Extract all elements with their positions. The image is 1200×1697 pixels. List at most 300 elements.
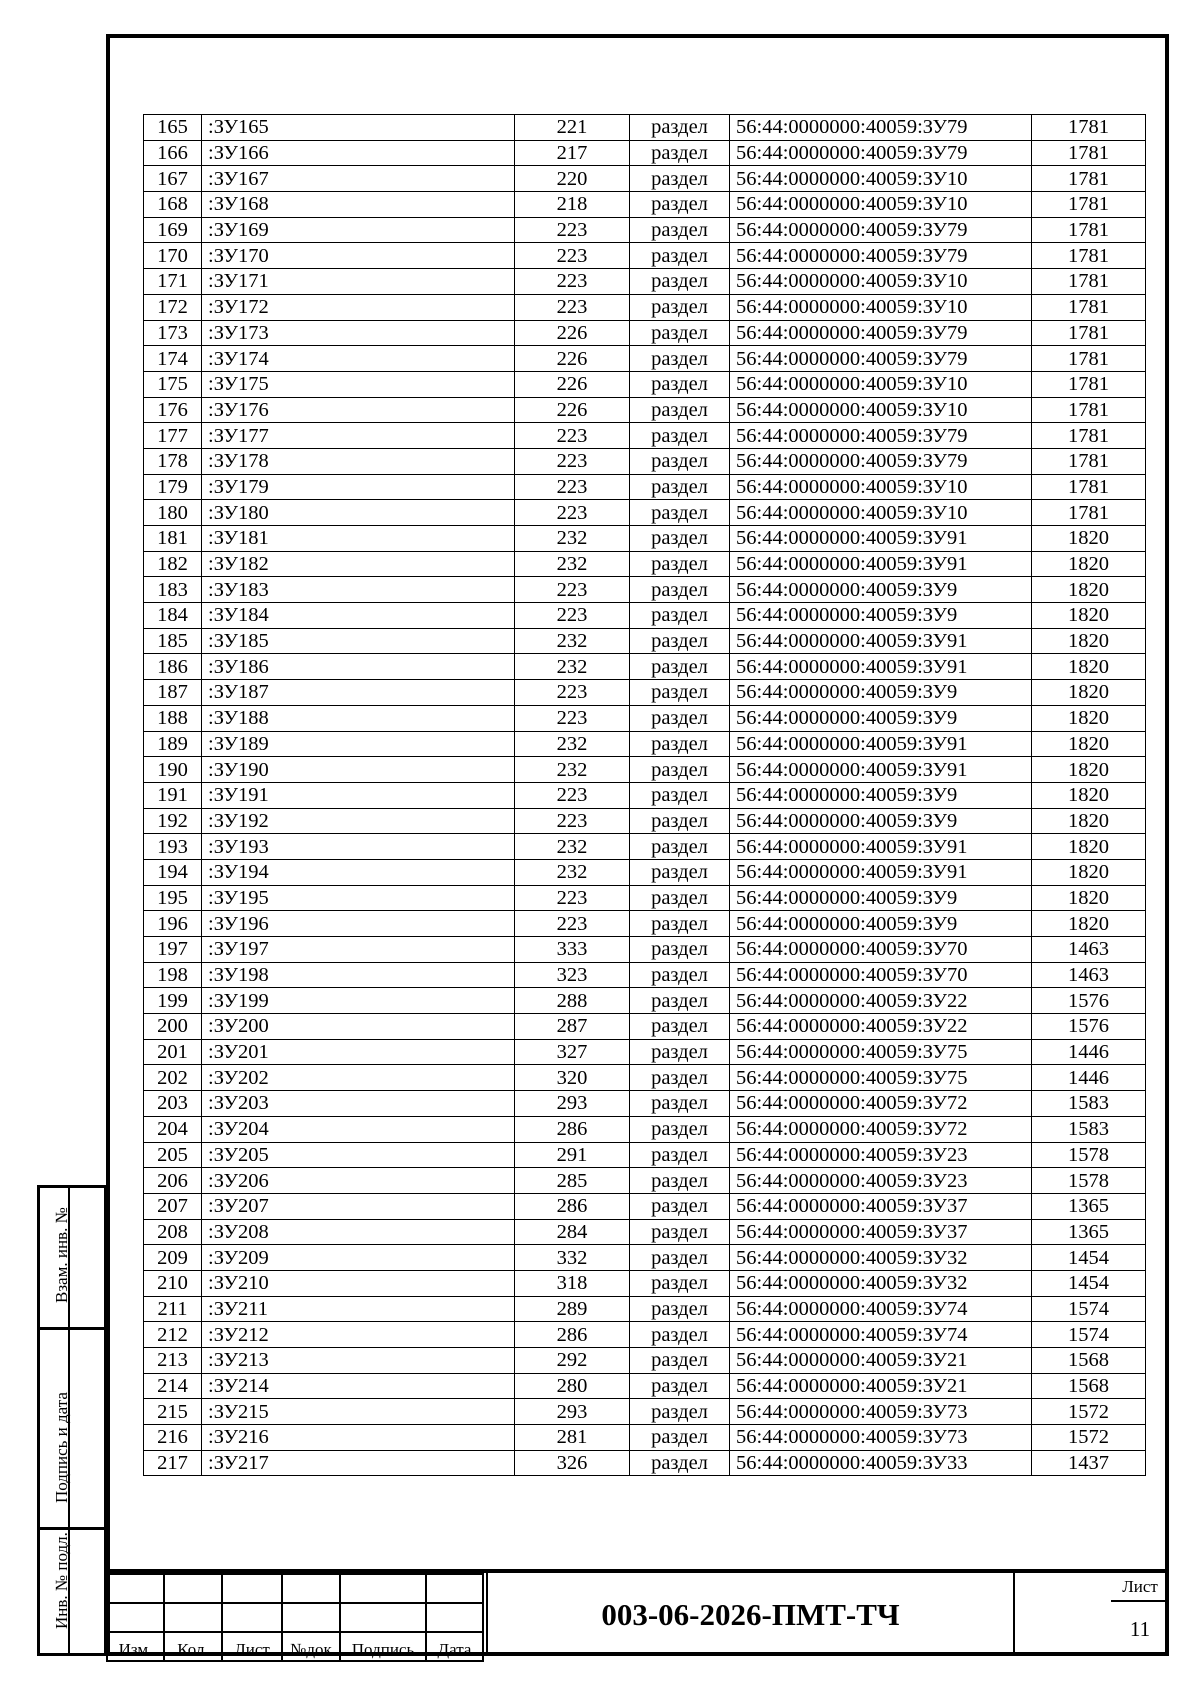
cadastral-number-cell: 56:44:0000000:40059:ЗУ21 [730, 1373, 1032, 1399]
row-number-cell: 171 [144, 269, 202, 295]
area-cell: 223 [515, 294, 630, 320]
table-row [144, 937, 1146, 963]
cadastral-number-cell: 56:44:0000000:40059:ЗУ91 [730, 551, 1032, 577]
value-cell: 1820 [1032, 551, 1146, 577]
method-cell: раздел [630, 140, 730, 166]
table-row [144, 140, 1146, 166]
row-number-cell: 176 [144, 397, 202, 423]
table-row [144, 1322, 1146, 1348]
cadastral-number-cell: 56:44:0000000:40059:ЗУ9 [730, 808, 1032, 834]
table-row [144, 474, 1146, 500]
value-cell: 1572 [1032, 1425, 1146, 1451]
area-cell: 223 [515, 423, 630, 449]
col-label-signature: Подпись [340, 1632, 426, 1661]
plot-id-cell: :ЗУ192 [202, 808, 515, 834]
row-number-cell: 194 [144, 859, 202, 885]
area-cell: 226 [515, 397, 630, 423]
plot-id-cell: :ЗУ186 [202, 654, 515, 680]
sidebar-label-signature-date: Подпись и дата [52, 1392, 71, 1503]
row-number-cell: 195 [144, 885, 202, 911]
method-cell: раздел [630, 937, 730, 963]
row-number-cell: 196 [144, 911, 202, 937]
method-cell: раздел [630, 1193, 730, 1219]
cadastral-number-cell: 56:44:0000000:40059:ЗУ72 [730, 1116, 1032, 1142]
sheet-label: Лист [1111, 1573, 1169, 1602]
method-cell: раздел [630, 834, 730, 860]
value-cell: 1781 [1032, 192, 1146, 218]
table-row [144, 1245, 1146, 1271]
plot-id-cell: :ЗУ205 [202, 1142, 515, 1168]
cadastral-number-cell: 56:44:0000000:40059:ЗУ79 [730, 217, 1032, 243]
method-cell: раздел [630, 526, 730, 552]
cadastral-number-cell: 56:44:0000000:40059:ЗУ91 [730, 757, 1032, 783]
table-row [144, 577, 1146, 603]
cadastral-number-cell: 56:44:0000000:40059:ЗУ70 [730, 937, 1032, 963]
value-cell: 1820 [1032, 680, 1146, 706]
value-cell: 1576 [1032, 1014, 1146, 1040]
table-row [144, 1168, 1146, 1194]
cadastral-number-cell: 56:44:0000000:40059:ЗУ73 [730, 1399, 1032, 1425]
col-label-qty: Кол. [164, 1632, 222, 1661]
value-cell: 1781 [1032, 217, 1146, 243]
table-row [144, 885, 1146, 911]
table-row [144, 115, 1146, 141]
area-cell: 220 [515, 166, 630, 192]
cadastral-number-cell: 56:44:0000000:40059:ЗУ79 [730, 115, 1032, 141]
area-cell: 293 [515, 1399, 630, 1425]
value-cell: 1820 [1032, 757, 1146, 783]
row-number-cell: 172 [144, 294, 202, 320]
method-cell: раздел [630, 448, 730, 474]
value-cell: 1454 [1032, 1270, 1146, 1296]
method-cell: раздел [630, 1296, 730, 1322]
method-cell: раздел [630, 1219, 730, 1245]
table-row [144, 834, 1146, 860]
value-cell: 1454 [1032, 1245, 1146, 1271]
area-cell: 223 [515, 448, 630, 474]
plot-id-cell: :ЗУ175 [202, 371, 515, 397]
value-cell: 1446 [1032, 1039, 1146, 1065]
land-plots-table [143, 114, 1146, 1476]
method-cell: раздел [630, 1039, 730, 1065]
value-cell: 1781 [1032, 397, 1146, 423]
cadastral-number-cell: 56:44:0000000:40059:ЗУ79 [730, 423, 1032, 449]
plot-id-cell: :ЗУ167 [202, 166, 515, 192]
method-cell: раздел [630, 1116, 730, 1142]
document-code: 003-06-2026-ПМТ-ТЧ [486, 1573, 1015, 1656]
method-cell: раздел [630, 192, 730, 218]
plot-id-cell: :ЗУ196 [202, 911, 515, 937]
table-body [144, 115, 1146, 1476]
value-cell: 1820 [1032, 603, 1146, 629]
plot-id-cell: :ЗУ212 [202, 1322, 515, 1348]
row-number-cell: 190 [144, 757, 202, 783]
method-cell: раздел [630, 166, 730, 192]
value-cell: 1574 [1032, 1322, 1146, 1348]
method-cell: раздел [630, 628, 730, 654]
method-cell: раздел [630, 705, 730, 731]
area-cell: 287 [515, 1014, 630, 1040]
area-cell: 293 [515, 1091, 630, 1117]
row-number-cell: 175 [144, 371, 202, 397]
table-row [144, 808, 1146, 834]
table-row [144, 166, 1146, 192]
method-cell: раздел [630, 423, 730, 449]
area-cell: 280 [515, 1373, 630, 1399]
col-label-doc-no: №док [282, 1632, 340, 1661]
row-number-cell: 202 [144, 1065, 202, 1091]
sidebar-label-replacement-inv: Взам. инв. № [52, 1207, 71, 1303]
plot-id-cell: :ЗУ195 [202, 885, 515, 911]
row-number-cell: 212 [144, 1322, 202, 1348]
cadastral-number-cell: 56:44:0000000:40059:ЗУ10 [730, 397, 1032, 423]
table-row [144, 1142, 1146, 1168]
row-number-cell: 215 [144, 1399, 202, 1425]
table-row [144, 628, 1146, 654]
row-number-cell: 174 [144, 346, 202, 372]
table-row [144, 371, 1146, 397]
table-row [144, 192, 1146, 218]
plot-id-cell: :ЗУ183 [202, 577, 515, 603]
plot-id-cell: :ЗУ199 [202, 988, 515, 1014]
plot-id-cell: :ЗУ173 [202, 320, 515, 346]
row-number-cell: 198 [144, 962, 202, 988]
value-cell: 1463 [1032, 962, 1146, 988]
cadastral-number-cell: 56:44:0000000:40059:ЗУ91 [730, 731, 1032, 757]
area-cell: 223 [515, 269, 630, 295]
plot-id-cell: :ЗУ210 [202, 1270, 515, 1296]
plot-id-cell: :ЗУ203 [202, 1091, 515, 1117]
plot-id-cell: :ЗУ181 [202, 526, 515, 552]
value-cell: 1781 [1032, 371, 1146, 397]
row-number-cell: 179 [144, 474, 202, 500]
plot-id-cell: :ЗУ207 [202, 1193, 515, 1219]
row-number-cell: 210 [144, 1270, 202, 1296]
value-cell: 1781 [1032, 294, 1146, 320]
title-block [106, 1569, 1169, 1659]
plot-id-cell: :ЗУ170 [202, 243, 515, 269]
value-cell: 1365 [1032, 1193, 1146, 1219]
row-number-cell: 178 [144, 448, 202, 474]
plot-id-cell: :ЗУ200 [202, 1014, 515, 1040]
value-cell: 1820 [1032, 628, 1146, 654]
cadastral-number-cell: 56:44:0000000:40059:ЗУ73 [730, 1425, 1032, 1451]
method-cell: раздел [630, 371, 730, 397]
value-cell: 1820 [1032, 654, 1146, 680]
table-row [144, 1348, 1146, 1374]
row-number-cell: 166 [144, 140, 202, 166]
plot-id-cell: :ЗУ190 [202, 757, 515, 783]
table-row [144, 757, 1146, 783]
plot-id-cell: :ЗУ194 [202, 859, 515, 885]
plot-id-cell: :ЗУ178 [202, 448, 515, 474]
row-number-cell: 191 [144, 782, 202, 808]
cadastral-number-cell: 56:44:0000000:40059:ЗУ10 [730, 269, 1032, 295]
table-row [144, 1425, 1146, 1451]
area-cell: 281 [515, 1425, 630, 1451]
cadastral-number-cell: 56:44:0000000:40059:ЗУ21 [730, 1348, 1032, 1374]
value-cell: 1820 [1032, 526, 1146, 552]
value-cell: 1820 [1032, 705, 1146, 731]
value-cell: 1568 [1032, 1348, 1146, 1374]
value-cell: 1820 [1032, 577, 1146, 603]
method-cell: раздел [630, 1270, 730, 1296]
area-cell: 223 [515, 808, 630, 834]
cadastral-number-cell: 56:44:0000000:40059:ЗУ75 [730, 1039, 1032, 1065]
cadastral-number-cell: 56:44:0000000:40059:ЗУ91 [730, 654, 1032, 680]
plot-id-cell: :ЗУ215 [202, 1399, 515, 1425]
cadastral-number-cell: 56:44:0000000:40059:ЗУ37 [730, 1193, 1032, 1219]
cadastral-number-cell: 56:44:0000000:40059:ЗУ9 [730, 885, 1032, 911]
method-cell: раздел [630, 1168, 730, 1194]
value-cell: 1820 [1032, 859, 1146, 885]
row-number-cell: 216 [144, 1425, 202, 1451]
area-cell: 223 [515, 782, 630, 808]
cadastral-number-cell: 56:44:0000000:40059:ЗУ91 [730, 834, 1032, 860]
area-cell: 327 [515, 1039, 630, 1065]
cadastral-number-cell: 56:44:0000000:40059:ЗУ91 [730, 628, 1032, 654]
area-cell: 284 [515, 1219, 630, 1245]
area-cell: 232 [515, 628, 630, 654]
sidebar-box-original-inv [37, 1527, 107, 1656]
cadastral-number-cell: 56:44:0000000:40059:ЗУ23 [730, 1168, 1032, 1194]
cadastral-number-cell: 56:44:0000000:40059:ЗУ10 [730, 294, 1032, 320]
row-number-cell: 197 [144, 937, 202, 963]
cadastral-number-cell: 56:44:0000000:40059:ЗУ75 [730, 1065, 1032, 1091]
cadastral-number-cell: 56:44:0000000:40059:ЗУ79 [730, 140, 1032, 166]
plot-id-cell: :ЗУ176 [202, 397, 515, 423]
row-number-cell: 169 [144, 217, 202, 243]
plot-id-cell: :ЗУ168 [202, 192, 515, 218]
cadastral-number-cell: 56:44:0000000:40059:ЗУ9 [730, 680, 1032, 706]
method-cell: раздел [630, 577, 730, 603]
table-row [144, 1296, 1146, 1322]
plot-id-cell: :ЗУ217 [202, 1450, 515, 1476]
value-cell: 1437 [1032, 1450, 1146, 1476]
method-cell: раздел [630, 217, 730, 243]
value-cell: 1574 [1032, 1296, 1146, 1322]
table-row [144, 1270, 1146, 1296]
plot-id-cell: :ЗУ171 [202, 269, 515, 295]
cadastral-number-cell: 56:44:0000000:40059:ЗУ72 [730, 1091, 1032, 1117]
cadastral-number-cell: 56:44:0000000:40059:ЗУ79 [730, 320, 1032, 346]
table-row [144, 962, 1146, 988]
plot-id-cell: :ЗУ202 [202, 1065, 515, 1091]
area-cell: 226 [515, 320, 630, 346]
row-number-cell: 208 [144, 1219, 202, 1245]
table-row [144, 1091, 1146, 1117]
plot-id-cell: :ЗУ180 [202, 500, 515, 526]
cadastral-number-cell: 56:44:0000000:40059:ЗУ9 [730, 577, 1032, 603]
area-cell: 223 [515, 885, 630, 911]
row-number-cell: 185 [144, 628, 202, 654]
area-cell: 232 [515, 859, 630, 885]
row-number-cell: 167 [144, 166, 202, 192]
area-cell: 218 [515, 192, 630, 218]
value-cell: 1463 [1032, 937, 1146, 963]
table-row [144, 1450, 1146, 1476]
method-cell: раздел [630, 1091, 730, 1117]
row-number-cell: 206 [144, 1168, 202, 1194]
row-number-cell: 205 [144, 1142, 202, 1168]
area-cell: 326 [515, 1450, 630, 1476]
plot-id-cell: :ЗУ185 [202, 628, 515, 654]
row-number-cell: 177 [144, 423, 202, 449]
cadastral-number-cell: 56:44:0000000:40059:ЗУ9 [730, 782, 1032, 808]
method-cell: раздел [630, 1245, 730, 1271]
table-row [144, 397, 1146, 423]
area-cell: 288 [515, 988, 630, 1014]
row-number-cell: 180 [144, 500, 202, 526]
plot-id-cell: :ЗУ197 [202, 937, 515, 963]
area-cell: 223 [515, 680, 630, 706]
row-number-cell: 170 [144, 243, 202, 269]
area-cell: 286 [515, 1116, 630, 1142]
table-row [144, 1219, 1146, 1245]
row-number-cell: 211 [144, 1296, 202, 1322]
table-row [144, 448, 1146, 474]
table-row [144, 988, 1146, 1014]
value-cell: 1781 [1032, 269, 1146, 295]
row-number-cell: 193 [144, 834, 202, 860]
cadastral-number-cell: 56:44:0000000:40059:ЗУ79 [730, 243, 1032, 269]
method-cell: раздел [630, 346, 730, 372]
method-cell: раздел [630, 962, 730, 988]
value-cell: 1781 [1032, 346, 1146, 372]
table-row [144, 731, 1146, 757]
value-cell: 1781 [1032, 320, 1146, 346]
row-number-cell: 207 [144, 1193, 202, 1219]
area-cell: 223 [515, 243, 630, 269]
plot-id-cell: :ЗУ165 [202, 115, 515, 141]
area-cell: 286 [515, 1322, 630, 1348]
cadastral-number-cell: 56:44:0000000:40059:ЗУ74 [730, 1322, 1032, 1348]
row-number-cell: 165 [144, 115, 202, 141]
table-row [144, 1065, 1146, 1091]
table-row [144, 1014, 1146, 1040]
table-row [144, 782, 1146, 808]
method-cell: раздел [630, 603, 730, 629]
table-row [144, 526, 1146, 552]
row-number-cell: 184 [144, 603, 202, 629]
row-number-cell: 213 [144, 1348, 202, 1374]
plot-id-cell: :ЗУ191 [202, 782, 515, 808]
method-cell: раздел [630, 859, 730, 885]
row-number-cell: 214 [144, 1373, 202, 1399]
plot-id-cell: :ЗУ216 [202, 1425, 515, 1451]
value-cell: 1781 [1032, 423, 1146, 449]
row-number-cell: 199 [144, 988, 202, 1014]
value-cell: 1365 [1032, 1219, 1146, 1245]
method-cell: раздел [630, 1450, 730, 1476]
plot-id-cell: :ЗУ172 [202, 294, 515, 320]
value-cell: 1820 [1032, 731, 1146, 757]
plot-id-cell: :ЗУ214 [202, 1373, 515, 1399]
cadastral-number-cell: 56:44:0000000:40059:ЗУ22 [730, 1014, 1032, 1040]
value-cell: 1781 [1032, 140, 1146, 166]
method-cell: раздел [630, 680, 730, 706]
row-number-cell: 183 [144, 577, 202, 603]
method-cell: раздел [630, 243, 730, 269]
area-cell: 223 [515, 911, 630, 937]
table-row [144, 1039, 1146, 1065]
method-cell: раздел [630, 782, 730, 808]
area-cell: 291 [515, 1142, 630, 1168]
value-cell: 1820 [1032, 808, 1146, 834]
table-row [144, 423, 1146, 449]
area-cell: 232 [515, 654, 630, 680]
area-cell: 223 [515, 577, 630, 603]
value-cell: 1578 [1032, 1142, 1146, 1168]
cadastral-number-cell: 56:44:0000000:40059:ЗУ91 [730, 526, 1032, 552]
col-label-sheet: Лист [222, 1632, 282, 1661]
row-number-cell: 173 [144, 320, 202, 346]
row-number-cell: 188 [144, 705, 202, 731]
method-cell: раздел [630, 1014, 730, 1040]
method-cell: раздел [630, 757, 730, 783]
method-cell: раздел [630, 911, 730, 937]
area-cell: 332 [515, 1245, 630, 1271]
plot-id-cell: :ЗУ204 [202, 1116, 515, 1142]
cadastral-number-cell: 56:44:0000000:40059:ЗУ32 [730, 1245, 1032, 1271]
method-cell: раздел [630, 115, 730, 141]
plot-id-cell: :ЗУ188 [202, 705, 515, 731]
value-cell: 1583 [1032, 1091, 1146, 1117]
area-cell: 320 [515, 1065, 630, 1091]
table-row [144, 603, 1146, 629]
cadastral-number-cell: 56:44:0000000:40059:ЗУ22 [730, 988, 1032, 1014]
table-row [144, 911, 1146, 937]
cadastral-number-cell: 56:44:0000000:40059:ЗУ9 [730, 603, 1032, 629]
plot-id-cell: :ЗУ182 [202, 551, 515, 577]
value-cell: 1576 [1032, 988, 1146, 1014]
area-cell: 217 [515, 140, 630, 166]
row-number-cell: 204 [144, 1116, 202, 1142]
value-cell: 1781 [1032, 243, 1146, 269]
value-cell: 1446 [1032, 1065, 1146, 1091]
value-cell: 1781 [1032, 448, 1146, 474]
plot-id-cell: :ЗУ184 [202, 603, 515, 629]
method-cell: раздел [630, 1142, 730, 1168]
row-number-cell: 189 [144, 731, 202, 757]
cadastral-number-cell: 56:44:0000000:40059:ЗУ10 [730, 192, 1032, 218]
table-row [144, 705, 1146, 731]
method-cell: раздел [630, 1065, 730, 1091]
value-cell: 1781 [1032, 474, 1146, 500]
cadastral-number-cell: 56:44:0000000:40059:ЗУ9 [730, 911, 1032, 937]
table-row [144, 859, 1146, 885]
table-row [144, 346, 1146, 372]
row-number-cell: 200 [144, 1014, 202, 1040]
method-cell: раздел [630, 654, 730, 680]
plot-id-cell: :ЗУ213 [202, 1348, 515, 1374]
plot-id-cell: :ЗУ179 [202, 474, 515, 500]
area-cell: 221 [515, 115, 630, 141]
cadastral-number-cell: 56:44:0000000:40059:ЗУ10 [730, 371, 1032, 397]
revision-grid [106, 1573, 484, 1662]
plot-id-cell: :ЗУ193 [202, 834, 515, 860]
cadastral-number-cell: 56:44:0000000:40059:ЗУ23 [730, 1142, 1032, 1168]
method-cell: раздел [630, 474, 730, 500]
plot-id-cell: :ЗУ166 [202, 140, 515, 166]
area-cell: 226 [515, 371, 630, 397]
table-row [144, 1373, 1146, 1399]
area-cell: 232 [515, 551, 630, 577]
plot-id-cell: :ЗУ187 [202, 680, 515, 706]
method-cell: раздел [630, 1399, 730, 1425]
value-cell: 1781 [1032, 166, 1146, 192]
area-cell: 223 [515, 705, 630, 731]
